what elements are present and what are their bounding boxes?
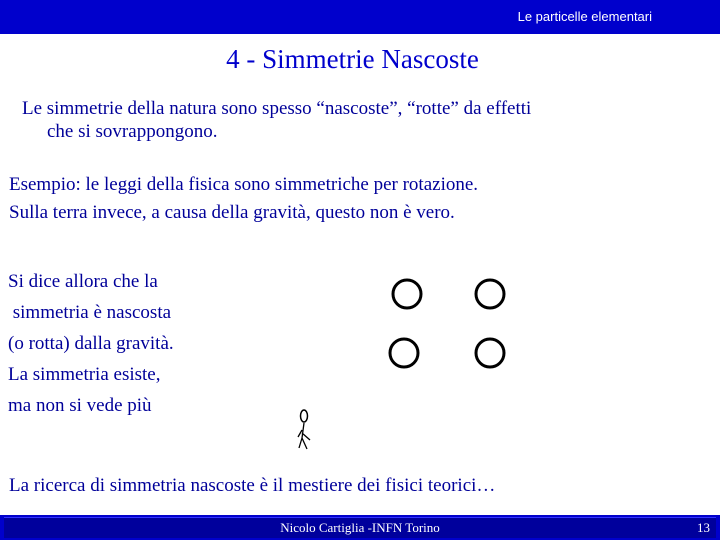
- page-number: 13: [697, 520, 710, 535]
- slide-title: 4 - Simmetrie Nascoste: [226, 44, 479, 74]
- conclusion-text: La ricerca di simmetria nascoste è il mestiere dei fisici teorici…: [9, 475, 496, 496]
- header-title: Le particelle elementari: [517, 9, 652, 24]
- example-paragraph: [9, 171, 478, 227]
- intro-line-2: che si sovrappongono.: [47, 121, 218, 142]
- left-line: ma non si vede più: [8, 395, 152, 416]
- left-line: Si dice allora che la: [8, 271, 158, 292]
- example-line-2: Sulla terra invece, a causa della gravità, questo non è vero.: [9, 202, 455, 223]
- intro-paragraph: [22, 97, 702, 143]
- circle-bottom-left: [390, 339, 418, 367]
- intro-line-1: Le simmetrie della natura sono spesso “nascoste”, “rotte” da effetti: [22, 98, 532, 119]
- example-line-1: Esempio: le leggi della fisica sono simmetriche per rotazione.: [9, 174, 479, 195]
- left-line: La simmetria esiste,: [8, 364, 161, 385]
- left-line: (o rotta) dalla gravità.: [8, 333, 174, 354]
- footer-author: Nicolo Cartiglia -INFN Torino: [280, 520, 440, 535]
- footer-bar: [0, 515, 720, 540]
- circle-top-right: [476, 280, 504, 308]
- hidden-symmetry-text: [8, 266, 174, 421]
- left-line: simmetria è nascosta: [8, 302, 172, 323]
- stick-figure-icon: [298, 410, 310, 449]
- circle-top-left: [393, 280, 421, 308]
- circle-bottom-right: [476, 339, 504, 367]
- header-bar: [0, 0, 720, 34]
